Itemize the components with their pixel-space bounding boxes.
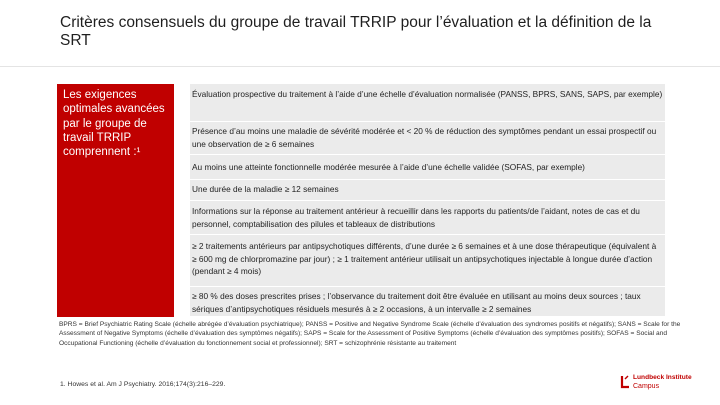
requirements-panel-label: Les exigences optimales avancées par le groupe de travail TRRIP comprennent :¹: [63, 89, 165, 159]
criteria-text: ≥ 2 traitements antérieurs par antipsychotiques différents, d’une durée ≥ 6 semaines et à une dose thérapeutique (équivalent à ≥ 600 mg de chlorpromazine par jour) ; ≥ 1 traitement antérieur utilisait un antipsychotiques injectable à longue durée d’action (pendant ≥ 4 mois): [192, 241, 657, 276]
slide-title: Critères consensuels du groupe de travail TRRIP pour l’évaluation et la définition de la SRT: [60, 14, 652, 49]
lundbeck-logo: [620, 374, 700, 396]
criteria-text: Évaluation prospective du traitement à l’aide d’une échelle d’évaluation normalisée (PANSS, BPRS, SANS, SAPS, par exemple): [192, 89, 663, 99]
logo-subtitle: Campus: [633, 383, 660, 390]
criteria-text: Au moins une atteinte fonctionnelle modérée mesurée à l’aide d’une échelle validée (SOFAS, par exemple): [192, 162, 585, 172]
abbreviations-footnote: BPRS = Brief Psychiatric Rating Scale (échelle abrégée d’évaluation psychiatrique); PANSS = Positive and Negative Syndrome Scale (échelle d’évaluation des syndromes positifs et négatifs); SANS = Scale for the Assessment of Negative Symptoms (échelle d’évaluation des symptômes négatifs); SAPS = Scale for the Assessment of Positive Symptoms (échelle d’évaluation des symptômes positifs); SOFAS = Social and Occupational Functioning (échelle d’évaluation du fonctionnement social et professionnel); SRT = schizophrénie résistante au traitement: [59, 321, 681, 347]
criteria-text: Informations sur la réponse au traitement antérieur à recueillir dans les rapports du patients/de l’aidant, notes de cas et du personnel, comptabilisation des pilules et tableaux de distributions: [192, 206, 640, 229]
criteria-row: [190, 235, 665, 287]
criteria-row: [190, 287, 665, 317]
criteria-text: ≥ 80 % des doses prescrites prises ; l’observance du traitement doit être évaluée en utilisant au moins deux sources ; taux sériques d’antipsychotiques résiduels mesurés à ≥ 2 occasions, à un intervalle ≥ 2 semaines: [192, 291, 641, 314]
criteria-row: [190, 155, 665, 180]
criteria-row: [190, 84, 665, 122]
criteria-row: [190, 122, 665, 155]
reference-citation: 1. Howes et al. Am J Psychiatry. 2016;174(3):216–229.: [60, 381, 226, 388]
requirements-panel: [57, 84, 174, 317]
criteria-text: Présence d’au moins une maladie de sévérité modérée et < 20 % de réduction des symptômes pendant un essai prospectif ou une observation de ≥ 6 semaines: [192, 126, 657, 149]
criteria-row: [190, 180, 665, 201]
lundbeck-logo-icon: [620, 375, 630, 389]
title-divider: [0, 66, 720, 67]
criteria-row: [190, 201, 665, 235]
logo-name: Lundbeck Institute: [633, 374, 692, 381]
criteria-text: Une durée de la maladie ≥ 12 semaines: [192, 184, 339, 194]
